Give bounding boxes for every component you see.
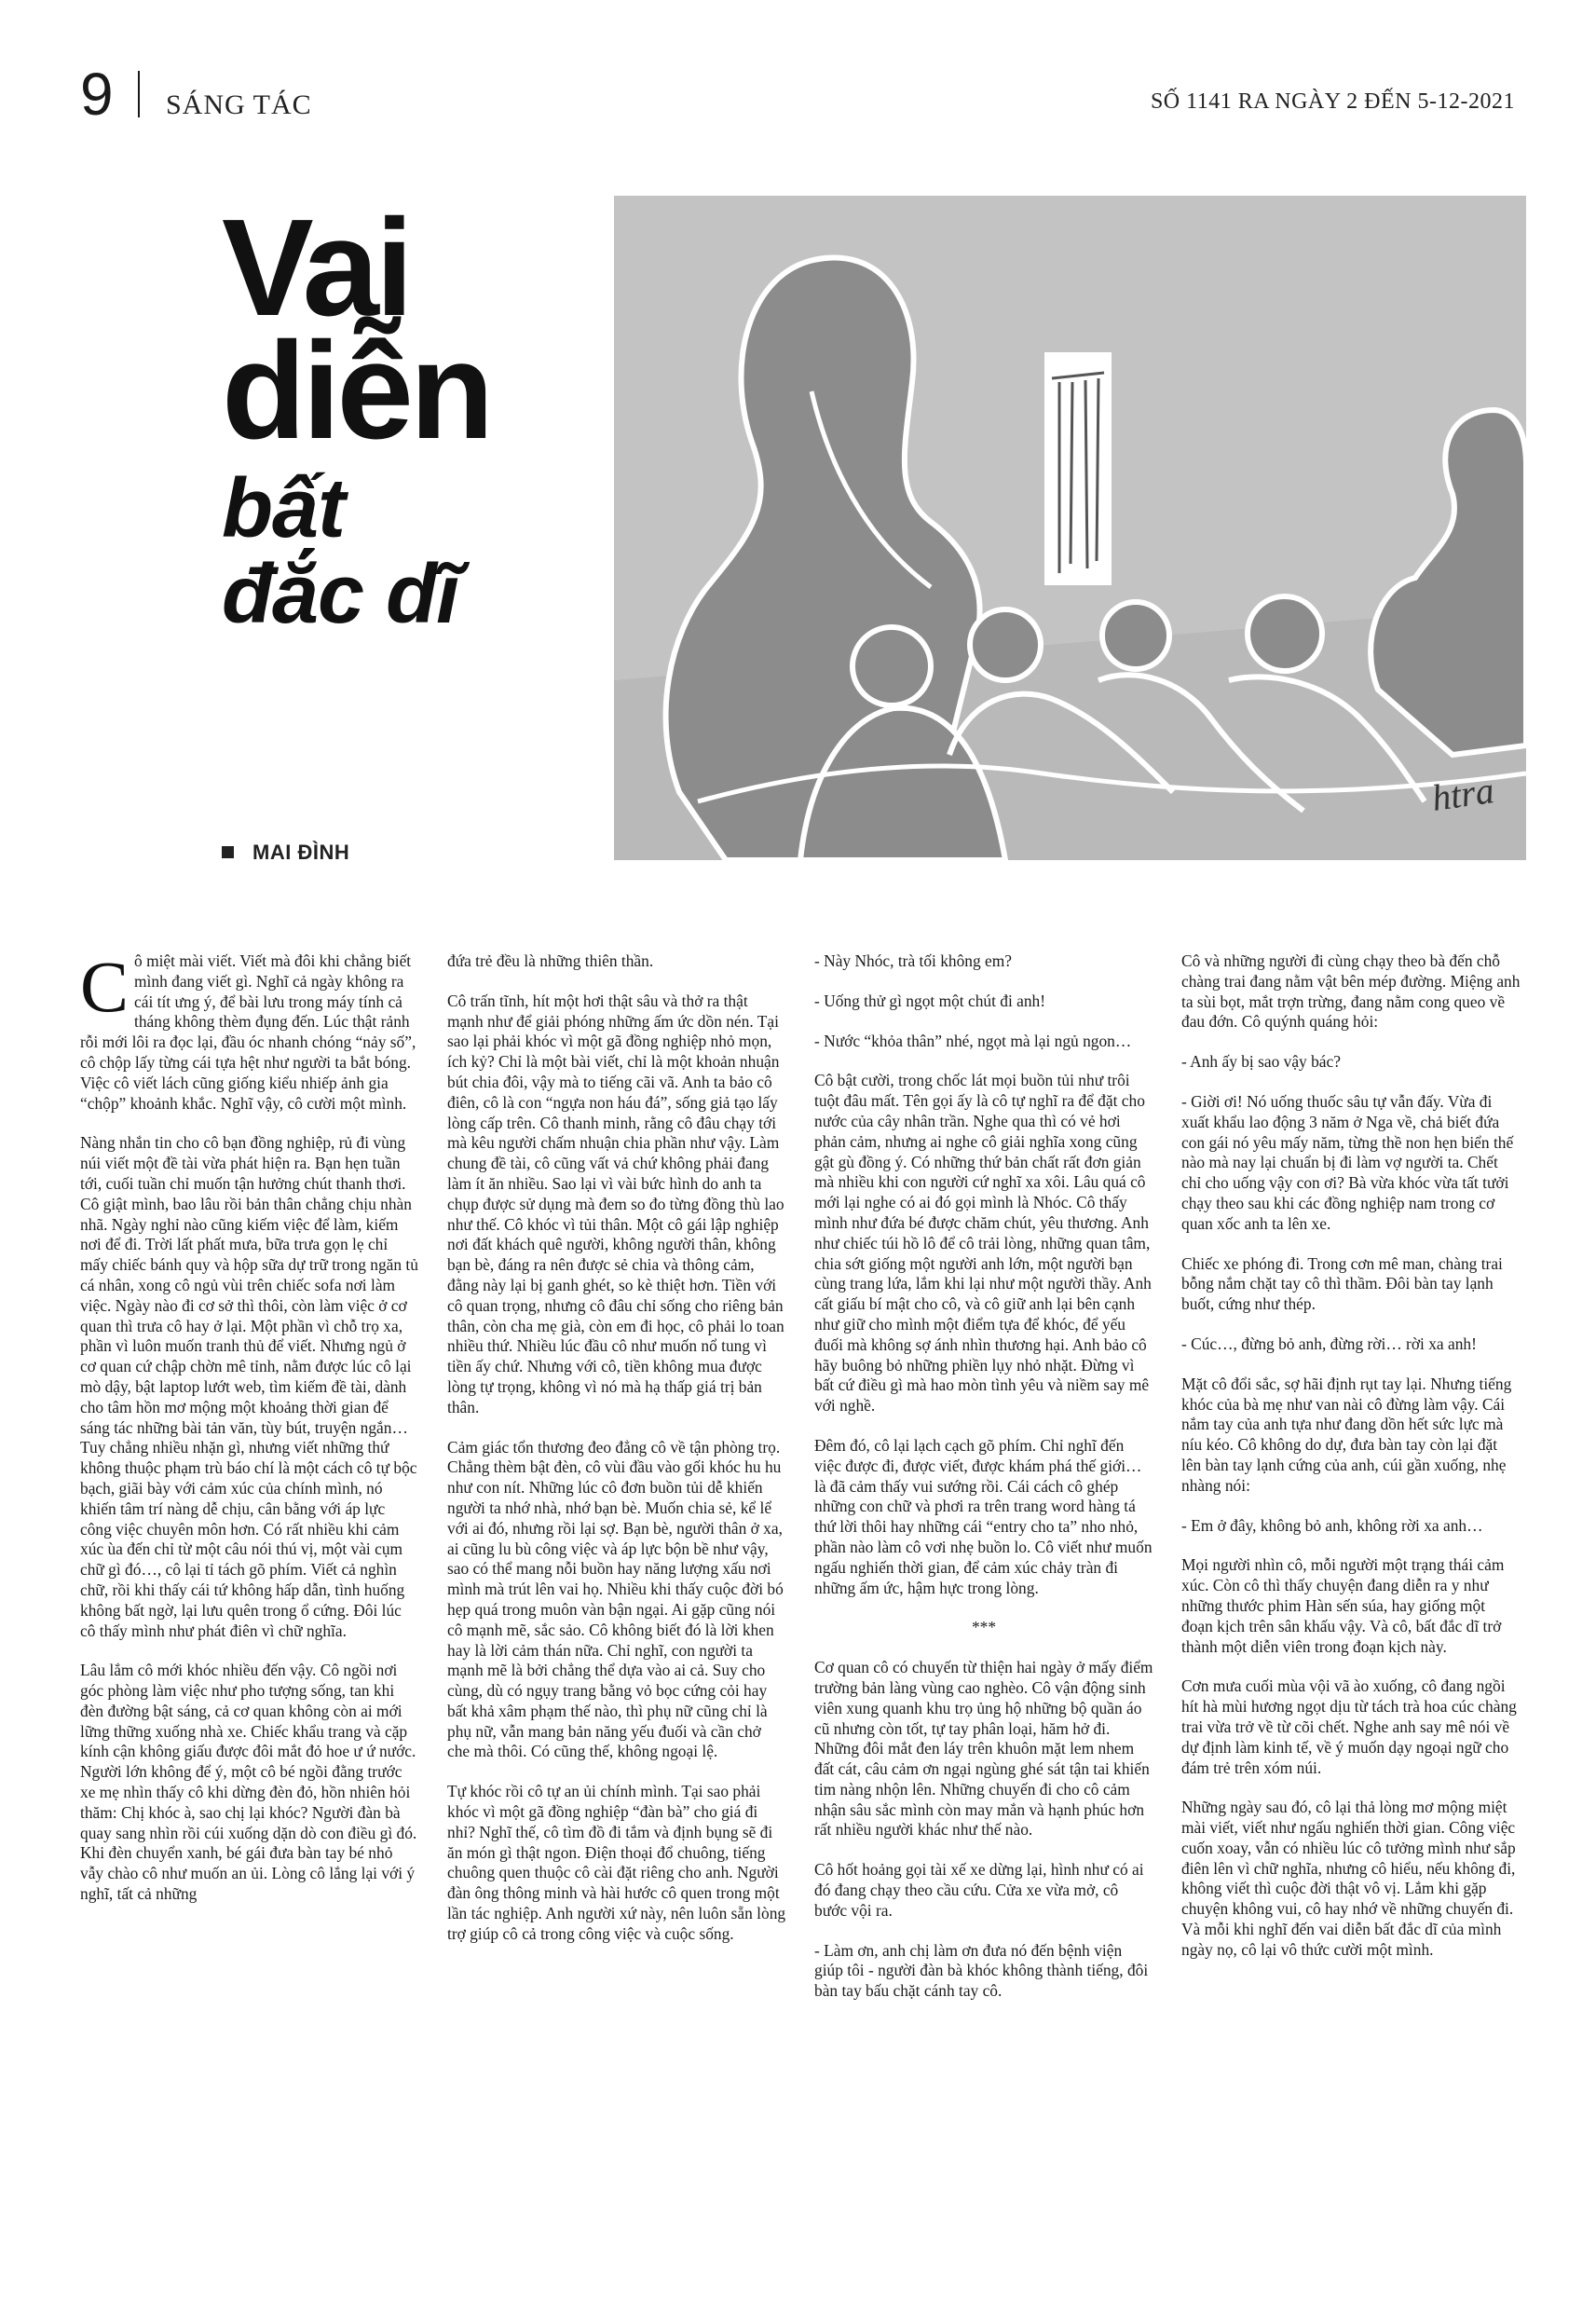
paragraph: Cô miệt mài viết. Viết mà đôi khi chẳng biết mình đang viết gì. Nghĩ cả ngày không ra cái tít ưng ý, để bài lưu trong máy tính cả tháng không thèm đụng đến. Lúc thật rảnh rỗi mới lôi ra đọc lại, đầu óc nhanh chóng “nảy số”, cô chộp lấy từng cái tựa hệt như người ta bắt bóng. Việc cô viết lách cũng giống kiểu nhiếp ảnh gia “chộp” khoảnh khắc. Nghĩ vậy, cô cười một mình. — [80, 946, 416, 1113]
child-head-4 — [1248, 596, 1322, 671]
section-break: *** — [971, 1618, 997, 1637]
child-head-2 — [970, 609, 1041, 680]
article-title — [222, 191, 613, 641]
paragraph: - Giời ơi! Nó uống thuốc sâu tự vẫn đấy. Vừa đi xuất khẩu lao động 3 năm ở Nga về, chả biết đứa con gái nó yêu mấy năm, từng thề non hẹn biển thế nào mà nay lại chuẩn bị đi làm vợ người ta. Chết chỉ cho uống vậy con ơi? Bà vừa khóc vừa tất tưởi chạy theo sau khi các đồng nghiệp nam trong cơ quan xốc anh ta lên xe. — [1181, 1091, 1514, 1233]
article-column-1 — [80, 946, 419, 1924]
author-byline — [222, 841, 349, 865]
dialogue-line: - Uống thử gì ngọt một chút đi anh! — [814, 991, 1046, 1010]
dialogue-line: - Này Nhóc, trà tối không em? — [814, 951, 1013, 970]
issue-info: SỐ 1141 RA NGÀY 2 ĐẾN 5-12-2021 — [1150, 89, 1515, 114]
title-line-2: diễn — [222, 314, 491, 468]
paragraph: Đêm đó, cô lại lạch cạch gõ phím. Chỉ nghĩ đến việc được đi, được viết, được khám phá thế giới… là đã cảm thấy vui sướng rồi. Cái cách cô ghép những con chữ và phơi ra trên trang word hàng tá thứ lời thôi hay những cái “entry cho ta” nho nhỏ, phần nào làm cô vơi nhẹ buồn lo. Cô viết như muốn ngấu nghiến thời gian, để cảm xúc chảy tràn đi những ấm ức, hậm hực trong lòng. — [814, 1435, 1153, 1597]
paragraph: Chiếc xe phóng đi. Trong cơn mê man, chàng trai bỗng nắm chặt tay cô thì thầm. Đôi bàn tay lạnh buốt, cứng như thép. — [1181, 1253, 1503, 1314]
header-divider — [138, 71, 140, 117]
paragraph: Cô trấn tĩnh, hít một hơi thật sâu và thở ra thật mạnh như để giải phóng những ấm ức dồn nén. Tại sao lại phải khóc vì một gã đồng nghiệp nhỏ mọn, ích kỷ? Chỉ là một bài viết, chỉ là một khoản nhuận bút chia đôi, vậy mà to tiếng cãi vã. Anh ta bảo cô điên, cô là con “ngựa non háu đá”, sống giả tạo lấy lòng cấp trên. Cô thanh minh, rằng cô đâu chạy tới mà kêu người chấm nhuận chia phần như vậy. Làm chung đề tài, cô cũng vất vả chứ không phải đang làm ít ăn nhiều. Sao lại vì vài bức hình do anh ta chụp được sử dụng mà đem so đo từng đồng thù lao như thế. Cô khóc vì tủi thân. Một cô gái lập nghiệp nơi đất khách quê người, không người thân, không bạn bè, đáng ra nên được sẻ chia và thông cảm, đằng này lại bị ganh ghét, so kè thiệt hơn. Tiền với cô quan trọng, nhưng cô đâu chỉ sống cho riêng bản thân, còn cha mẹ già, còn em đi học, cô phải lo toan nhiều thứ. Nhiều lúc đầu cô như muốn nổ tung vì tiền ấy chứ. Nhưng với cô, tiền không mua được lòng tự trọng, không vì nó mà hạ thấp giá trị bản thân. — [447, 991, 784, 1416]
dialogue-line: - Anh ấy bị sao vậy bác? — [1181, 1052, 1341, 1072]
dialogue-line: - Cúc…, đừng bỏ anh, đừng rời… rời xa anh! — [1181, 1334, 1477, 1353]
paragraph: Cô và những người đi cùng chạy theo bà đến chỗ chàng trai đang nằm vật bên mép đường. Miệng anh ta sùi bọt, mắt trợn trừng, đang nằm cong queo về đau đớn. Cô quýnh quáng hỏi: — [1181, 951, 1521, 1032]
dialogue-line: - Em ở đây, không bỏ anh, không rời xa anh… — [1181, 1515, 1483, 1535]
author-name: MAI ĐÌNH — [252, 841, 350, 864]
paragraph: Cơ quan cô có chuyến từ thiện hai ngày ở mấy điểm trường bản làng vùng cao nghèo. Cô vận động sinh viên xung quanh khu trọ ủng hộ những bộ quần áo cũ nhưng còn tốt, tự tay phân loại, hăm hở đi. Những đôi mắt đen láy trên khuôn mặt lem nhem đất cát, câu cảm ơn ngại ngùng ghé sát tận tai khiến tim nàng nhộn lên. Những chuyến đi cho cô cảm nhận sâu sắc mình còn may mắn và hạnh phúc hơn rất nhiều người khác như thế nào. — [814, 1658, 1153, 1840]
title-line-4: đắc dĩ — [222, 548, 459, 641]
child-head-1 — [853, 627, 931, 705]
page-header — [80, 62, 1515, 127]
article-illustration — [614, 196, 1526, 860]
paragraph: Cô hốt hoảng gọi tài xế xe dừng lại, hình như có ai đó đang chạy theo cầu cứu. Cửa xe vừa mở, cô bước vội ra. — [814, 1860, 1144, 1920]
child-head-3 — [1102, 602, 1169, 669]
drop-cap: C — [80, 946, 130, 1027]
title-line-3: bất — [222, 462, 345, 555]
paragraph: Mọi người nhìn cô, mỗi người một trạng thái cảm xúc. Còn cô thì thấy chuyện đang diễn ra y như những thước phim Hàn sến súa, hay giống một đoạn kịch trên sân khấu vậy. Và cô, bất đắc dĩ trở thành một diễn viên trong đoạn kịch này. — [1181, 1555, 1505, 1656]
paragraph: - Làm ơn, anh chị làm ơn đưa nó đến bệnh viện giúp tôi - người đàn bà khóc không thành tiếng, đôi bàn tay bấu chặt cánh tay cô. — [814, 1940, 1149, 2001]
article-column-4 — [1181, 951, 1521, 1980]
paragraph: đứa trẻ đều là những thiên thần. — [447, 951, 654, 970]
section-label: SÁNG TÁC — [166, 89, 312, 120]
title-line-1: Vai — [222, 191, 410, 345]
paragraph: Tự khóc rồi cô tự an ủi chính mình. Tại sao phải khóc vì một gã đồng nghiệp “đàn bà” cho giá đi nhỉ? Nghĩ thế, cô tìm đồ đi tắm và định bụng sẽ đi ăn món gì thật ngon. Điện thoại đổ chuông, tiếng chuông quen thuộc cô cài đặt riêng cho anh. Người đàn ông thông minh và hài hước cô quen trong một lần tác nghiệp. Anh người xứ này, nên luôn sẵn lòng trợ giúp cô cả trong công việc và cuộc sống. — [447, 1782, 786, 1943]
paragraph: Lâu lắm cô mới khóc nhiều đến vậy. Cô ngồi nơi góc phòng làm việc như pho tượng sống, tan khi đèn đường bật sáng, cả cơ quan không còn ai mới lững thững xuống nhà xe. Chiếc khẩu trang và cặp kính cận không giấu được đôi mắt đỏ hoe ư ứ nước. Người lớn không để ý, một cô bé ngồi đằng trước xe mẹ nhìn thấy cô khi dừng đèn đỏ, hồn nhiên hỏi thăm: Chị khóc à, sao chị lại khóc? Người đàn bà quay sang nhìn rồi cúi xuống dặn dò con điều gì đó. Khi đèn chuyển xanh, bé gái đưa bàn tay bé nhỏ vẫy chào cô như muốn an ủi. Lòng cô lắng lại với ý nghĩ, tất cả những — [80, 1661, 417, 1904]
dialogue-line: - Nước “khỏa thân” nhé, ngọt mà lại ngủ ngon… — [814, 1031, 1132, 1050]
artist-signature: htra — [1428, 769, 1497, 819]
page-number: 9 — [80, 61, 114, 128]
bullet-square-icon — [222, 846, 234, 858]
paragraph: Nàng nhắn tin cho cô bạn đồng nghiệp, rủ đi vùng núi viết một đề tài vừa phát hiện ra. Bạn hẹn tuần tới, cuối tuần chỉ muốn tận hưởng chút thanh thơi. Cô giật mình, bao lâu rồi bản thân chẳng chịu nhàn nhã. Ngày nghỉ nào cũng kiếm việc để làm, kiếm nơi để đi. Trời lất phất mưa, bữa trưa gọn lẹ chỉ mấy chiếc bánh quy và hộp sữa dự trữ trong ngăn tủ cá nhân, xong cô ngủ vùi trên chiếc sofa nơi làm việc. Ngày nào đi cơ sở thì thôi, còn làm việc ở cơ quan thì trưa cô hay ở lại. Một phần vì chỗ trọ xa, phần vì luôn muốn tranh thủ để viết. Nhưng ngủ ở cơ quan cứ chập chờn mê tỉnh, nằm được lúc cô lại mò dậy, bật laptop lướt web, tìm kiếm đề tài, dành cho tâm hồn mơ mộng một khoảng thời gian để sáng tác những bài tản văn, tùy bút, truyện ngắn… Tuy chẳng nhiều nhặn gì, nhưng viết những thứ không thuộc phạm trù báo chí là một cách cô tự bộc bạch, giãi bày với cảm xúc của chính mình, nó khiến tâm trí nàng dễ chịu, cân bằng với áp lực công việc chuyên môn hơn. Có rất nhiều khi cảm xúc ùa đến chỉ từ một câu nói thú vị, một vài cụm chữ gì đó…, cô lại tỉ tách gõ phím. Viết cả nghìn chữ, rồi khi thấy cái tứ không hấp dẫn, tình huống không bất ngờ, lại lưu quên trong ổ cứng. Đôi lúc cô thấy mình như phát điên vì chữ nghĩa. — [80, 1133, 418, 1640]
article-column-2 — [447, 951, 786, 1964]
paragraph: Mặt cô đổi sắc, sợ hãi định rụt tay lại. Nhưng tiếng khóc của bà mẹ như van nài cô đừng làm vậy. Cái nắm tay của anh tựa như đang dồn hết sức lực mà níu kéo. Cô không do dự, đưa bàn tay còn lại đặt lên bàn tay lạnh cứng của anh, cúi gần xuống, nhẹ nhàng nói: — [1181, 1374, 1512, 1495]
article-column-3 — [814, 951, 1153, 2021]
paragraph: Cơn mưa cuối mùa vội vã ào xuống, cô đang ngồi hít hà mùi hương ngọt dịu từ tách trà hoa cúc chàng trai vừa trở về từ cõi chết. Nghe anh say mê nói về dự định làm kinh tế, về ý muốn dạy ngoại ngữ cho đám trẻ trên xóm núi. — [1181, 1676, 1517, 1777]
paragraph: Những ngày sau đó, cô lại thả lòng mơ mộng miệt mài viết, viết như ngấu nghiến thời gian. Công việc cuốn xoay, vẫn có nhiều lúc cô tưởng mình như sắp điên lên vì chữ nghĩa, nhưng cô hiểu, nếu không đi, không viết thì cuộc đời thật vô vị. Lắm khi gặp chuyện không vui, cô hay nhớ về những chuyến đi. Và mỗi khi nghĩ đến vai diễn bất đắc dĩ của mình ngày nọ, cô lại vô thức cười một mình. — [1181, 1798, 1516, 1959]
window-shape — [1044, 352, 1112, 585]
paragraph: Cô bật cười, trong chốc lát mọi buồn tủi như trôi tuột đâu mất. Tên gọi ấy là cô tự nghĩ ra để đặt cho nước của cây nhân trần. Nghe qua thì có vẻ hơi phản cảm, nhưng ai nghe cô giải nghĩa xong cũng gật gù đồng ý. Có những thứ bản chất rất đơn giản mà nhiều khi con người cứ nghĩ xa xôi. Lâu quá cô mới lại nghe có ai đó gọi mình là Nhóc. Cô thấy mình như đứa bé được chăm chút, yêu thương. Anh như chiếc túi hồ lô để cô trải lòng, những quan tâm, chia sớt giống một người anh lớn, một người bạn cùng trang lứa, lắm khi lại như một người thầy. Anh cất giấu bí mật cho cô, và cô giữ anh lại bên cạnh như giữ cho mình một điểm tựa để khóc, để yếu đuối mà không sợ ánh nhìn thương hại. Anh bảo cô hãy buông bỏ những phiền lụy nhỏ nhặt. Đừng vì bất cứ điều gì mà hao mòn tình yêu và niềm say mê với nghề. — [814, 1071, 1152, 1416]
paragraph: Cảm giác tổn thương đeo đẳng cô về tận phòng trọ. Chẳng thèm bật đèn, cô vùi đầu vào gối khóc hu hu như con nít. Những lúc cô đơn buồn tủi dễ khiến người ta nhớ nhà, nhớ bạn bè. Muốn chia sẻ, kể lể với ai đó, nhưng rồi lại sợ. Bạn bè, người thân ở xa, ai cũng lu bù công việc và áp lực bộn bề như vậy, sao có thể mang nỗi buồn hay năng lượng xấu nơi mình mà trút lên vai họ. Nhiều khi thấy cuộc đời bó hẹp quá trong muôn vàn bận ngại. Ai gặp cũng nói cô mạnh mẽ, sắc sảo. Cô không biết đó là lời khen hay là lời cảm thán nữa. Chỉ nghĩ, con người ta mạnh mẽ là bởi chẳng thể dựa vào ai cả. Suy cho cùng, dù có ngụy trang bằng vỏ bọc cứng cỏi hay bất khả xâm phạm thế nào, thì phụ nữ cũng chỉ là phụ nữ, vẫn mang bản năng yếu đuối và cần chở che mà thôi. Có cũng thế, không ngoại lệ. — [447, 1437, 784, 1761]
illustration-drawing — [614, 196, 1526, 860]
